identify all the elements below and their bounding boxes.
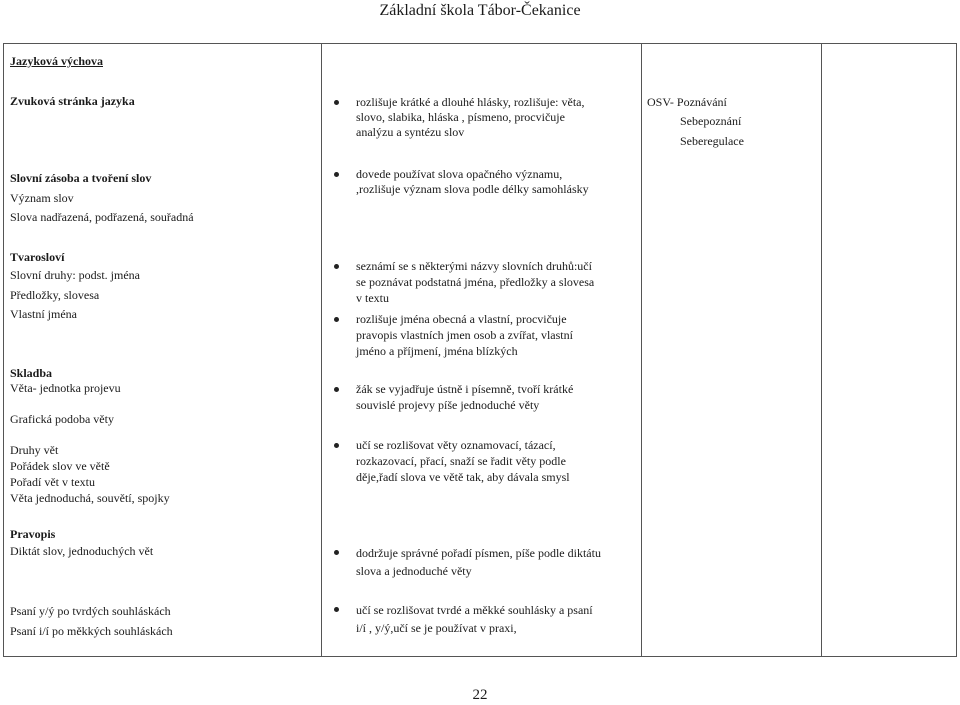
topic-heading: Zvuková stránka jazyka — [10, 94, 135, 108]
topic-item: Diktát slov, jednoduchých vět — [10, 544, 154, 558]
topic-heading: Tvarosloví — [10, 250, 65, 264]
topic-item: Předložky, slovesa — [10, 288, 100, 302]
bullet-icon — [334, 264, 339, 269]
column-divider — [641, 44, 642, 656]
topic-item: Vlastní jména — [10, 307, 77, 321]
topic-item: Pořádek slov ve větě — [10, 459, 110, 473]
column-divider — [321, 44, 322, 656]
bullet-icon — [334, 100, 339, 105]
cross-topic: Seberegulace — [680, 134, 744, 148]
column-divider — [821, 44, 822, 656]
topic-heading: Slovní zásoba a tvoření slov — [10, 171, 152, 185]
topic-item: Pořadí vět v textu — [10, 475, 95, 489]
topic-item: Druhy vět — [10, 443, 59, 457]
outcome-line: slovo, slabika, hláska , písmeno, procvičuje — [356, 110, 565, 124]
topic-item: Věta- jednotka projevu — [10, 381, 121, 395]
section-title: Jazyková výchova — [10, 54, 103, 68]
outcome-line: pravopis vlastních jmen osob a zvířat, vlastní — [356, 328, 573, 342]
school-name: Základní škola Tábor-Čekanice — [379, 2, 581, 19]
page-number: 22 — [472, 687, 488, 703]
topic-item: Psaní i/í po měkkých souhláskách — [10, 624, 173, 638]
cross-topic: OSV- Poznávání — [647, 95, 727, 109]
bullet-icon — [334, 443, 339, 448]
bullet-icon — [334, 172, 339, 177]
topic-item: Grafická podoba věty — [10, 412, 114, 426]
bullet-icon — [334, 317, 339, 322]
outcome-line: učí se rozlišovat věty oznamovací, tázací, — [356, 438, 556, 452]
cross-topic: Sebepoznání — [680, 114, 742, 128]
outcome-line: žák se vyjadřuje ústně i písemně, tvoří krátké — [356, 382, 574, 396]
outcome-line: rozlišuje krátké a dlouhé hlásky, rozlišuje: věta, — [356, 95, 585, 109]
outcome-line: jméno a příjmení, jména blízkých — [356, 344, 518, 358]
bullet-icon — [334, 550, 339, 555]
topic-heading: Skladba — [10, 366, 53, 380]
outcome-line: i/í , y/ý,učí se je používat v praxi, — [356, 621, 517, 635]
outcome-line: učí se rozlišovat tvrdé a měkké souhlásky a psaní — [356, 603, 593, 617]
topic-item: Psaní y/ý po tvrdých souhláskách — [10, 604, 171, 618]
outcome-line: děje,řadí slova ve větě tak, aby dávala smysl — [356, 470, 570, 484]
topic-heading: Pravopis — [10, 527, 56, 541]
outcome-line: analýzu a syntézu slov — [356, 125, 465, 139]
outcome-line: dovede používat slova opačného významu, — [356, 167, 563, 181]
outcome-line: seznámí se s některými názvy slovních druhů:učí — [356, 259, 592, 273]
bullet-icon — [334, 387, 339, 392]
topic-item: Slovní druhy: podst. jména — [10, 268, 140, 282]
outcome-line: ,rozlišuje význam slova podle délky samohlásky — [356, 182, 589, 196]
outcome-line: souvislé projevy píše jednoduché věty — [356, 398, 540, 412]
outcome-line: se poznávat podstatná jména, předložky a slovesa — [356, 275, 595, 289]
outcome-line: rozkazovací, přací, snaží se řadit věty podle — [356, 454, 566, 468]
outcome-line: v textu — [356, 291, 389, 305]
topic-item: Věta jednoduchá, souvětí, spojky — [10, 491, 170, 505]
outcome-line: rozlišuje jména obecná a vlastní, procvičuje — [356, 312, 567, 326]
outcome-line: slova a jednoduché věty — [356, 564, 472, 578]
bullet-icon — [334, 607, 339, 612]
topic-item: Význam slov — [10, 191, 74, 205]
outcome-line: dodržuje správné pořadí písmen, píše podle diktátu — [356, 546, 601, 560]
topic-item: Slova nadřazená, podřazená, souřadná — [10, 210, 194, 224]
